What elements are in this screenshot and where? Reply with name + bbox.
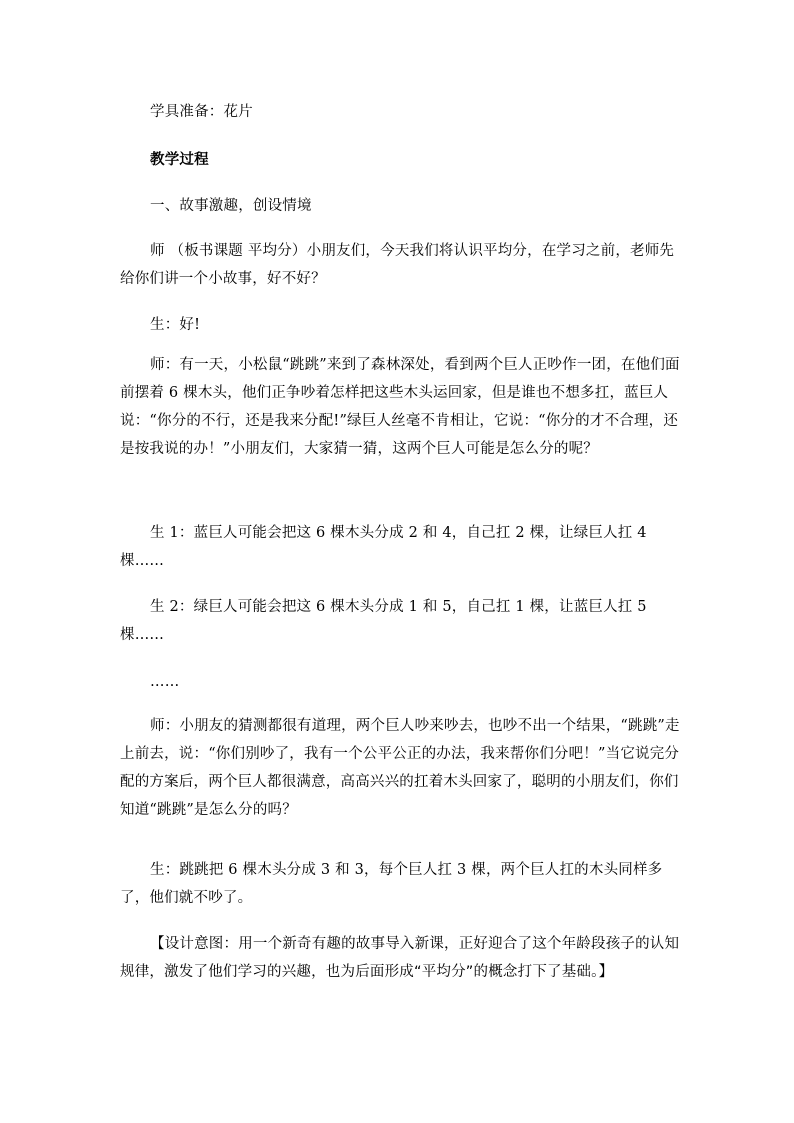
paragraph-teacher-intro: 师 （板书课题 平均分）小朋友们，今天我们将认识平均分，在学习之前，老师先给你们讲一个小故事，好不好？ <box>120 243 675 287</box>
subsection-heading: 一、故事激趣，创设情境 <box>150 198 312 214</box>
paragraph-student-2: 生 2：绿巨人可能会把这 6 棵木头分成 1 和 5，自己扛 1 棵，让蓝巨人扛 5 棵…… <box>120 599 647 643</box>
paragraph-student-1: 生 1：蓝巨人可能会把这 6 棵木头分成 2 和 4，自己扛 2 棵，让绿巨人扛 4 棵…… <box>120 525 647 569</box>
paragraph-teacher-resolution: 师：小朋友的猜测都很有道理，两个巨人吵来吵去，也吵不出一个结果，“跳跳”走上前去，说：“你们别吵了，我有一个公平公正的办法，我来帮你们分吧！”当它说完分配的方案后，两个巨人都很满意，高高兴兴的扛着木头回家了，聪明的小朋友们，你们知道“跳跳”是怎么分的吗？ <box>120 718 680 818</box>
paragraph-story: 师：有一天，小松鼠“跳跳”来到了森林深处，看到两个巨人正吵作一团，在他们面前摆着 6 棵木头，他们正争吵着怎样把这些木头运回家，但是谁也不想多扛，蓝巨人说：“你分的不行，还是我来分配!”绿巨人丝毫不肯相让，它说：“你分的才不合理，还是按我说的办！”小朋友们，大家猜一猜，这两个巨人可能是怎么分的呢？ <box>120 357 680 457</box>
paragraph-ellipsis: …… <box>150 674 180 690</box>
paragraph-student-reply: 生：好! <box>150 317 201 333</box>
materials-line: 学具准备：花片 <box>150 104 253 120</box>
section-heading: 教学过程 <box>150 151 209 168</box>
paragraph-student-answer: 生：跳跳把 6 棵木头分成 3 和 3，每个巨人扛 3 棵，两个巨人扛的木头同样多了，他们就不吵了。 <box>120 862 663 906</box>
design-intent-note: 【设计意图：用一个新奇有趣的故事导入新课，正好迎合了这个年龄段孩子的认知规律，激发了他们学习的兴趣，也为后面形成“平均分”的概念打下了基础。】 <box>120 936 680 980</box>
